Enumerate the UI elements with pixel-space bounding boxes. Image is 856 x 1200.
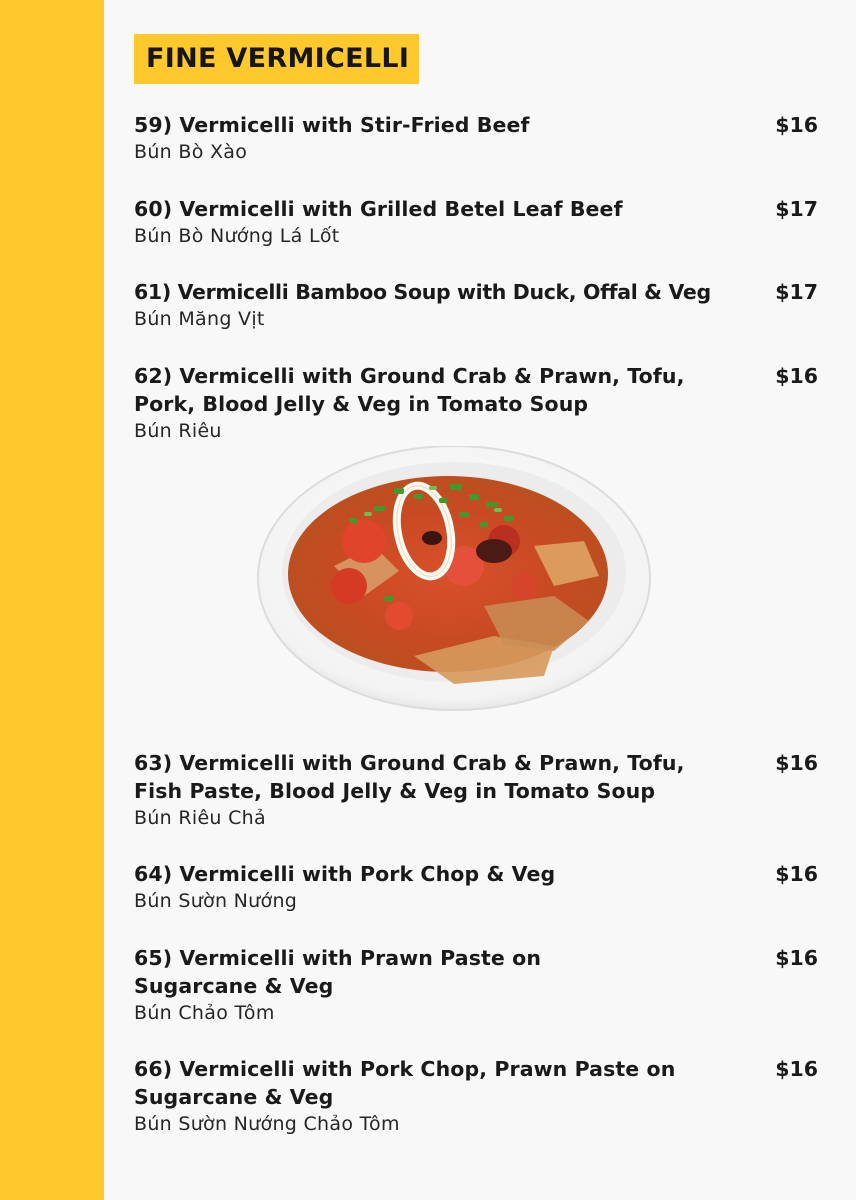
item-name: 64) Vermicelli with Pork Chop & Veg (134, 862, 556, 886)
item-name: 61) Vermicelli Bamboo Soup with Duck, Offal & Veg (134, 280, 711, 304)
item-name: 63) Vermicelli with Ground Crab & Prawn, Tofu, Fish Paste, Blood Jelly & Veg in Tomato Soup (134, 751, 685, 803)
item-vietnamese-name: Bún Bò Xào (134, 141, 248, 163)
item-price: $16 (775, 113, 818, 137)
item-price: $17 (775, 280, 818, 304)
item-price: $16 (775, 364, 818, 388)
section-title: FINE VERMICELLI (134, 34, 419, 84)
menu-item (134, 944, 818, 1027)
menu-item (134, 860, 818, 915)
menu-item (134, 1055, 818, 1138)
item-vietnamese-name: Bún Sườn Nướng (134, 890, 298, 912)
item-price: $16 (775, 862, 818, 886)
item-name: 59) Vermicelli with Stir-Fried Beef (134, 113, 530, 137)
yellow-side-bar (0, 0, 104, 1200)
menu-item (134, 362, 818, 445)
item-price: $16 (775, 751, 818, 775)
item-name: 60) Vermicelli with Grilled Betel Leaf Beef (134, 197, 623, 221)
menu-item (134, 195, 818, 250)
menu-item (134, 278, 818, 333)
menu-item (134, 111, 818, 166)
item-vietnamese-name: Bún Riêu Chả (134, 807, 266, 829)
item-vietnamese-name: Bún Riêu (134, 420, 222, 442)
item-name: 65) Vermicelli with Prawn Paste on Sugarcane & Veg (134, 946, 542, 998)
item-vietnamese-name: Bún Bò Nướng Lá Lốt (134, 225, 340, 247)
item-price: $16 (775, 946, 818, 970)
item-vietnamese-name: Bún Măng Vịt (134, 308, 265, 330)
item-price: $16 (775, 1057, 818, 1081)
item-price: $17 (775, 197, 818, 221)
item-vietnamese-name: Bún Sườn Nướng Chảo Tôm (134, 1113, 400, 1135)
item-vietnamese-name: Bún Chảo Tôm (134, 1002, 275, 1024)
item-name: 62) Vermicelli with Ground Crab & Prawn, Tofu, Pork, Blood Jelly & Veg in Tomato Soup (134, 364, 685, 416)
menu-item (134, 749, 818, 832)
dish-photo (254, 446, 654, 716)
item-name: 66) Vermicelli with Pork Chop, Prawn Paste on Sugarcane & Veg (134, 1057, 676, 1109)
